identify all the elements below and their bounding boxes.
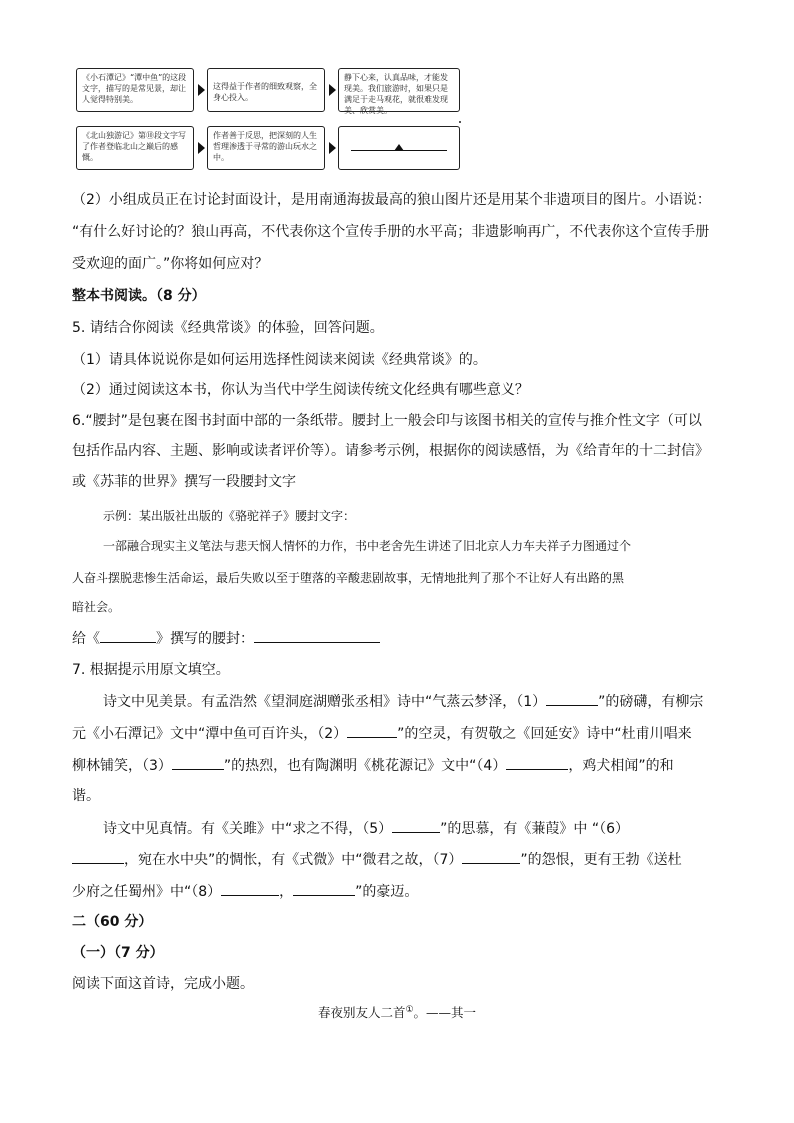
blank-5[interactable] — [392, 818, 440, 833]
q2-line-c: 受欢迎的面广。”你将如何应对？ — [72, 256, 269, 272]
q7-p2-line-b — [72, 849, 682, 870]
reading-instruction: 阅读下面这首诗，完成小题。 — [72, 976, 254, 992]
q6-line-c: 或《苏菲的世界》撰写一段腰封文字 — [72, 474, 296, 490]
dot-mark — [459, 121, 461, 123]
q2-line-b: “有什么好讨论的？狼山再高，不代表你这个宣传手册的水平高；非遗影响再广，不代表你这个宣传手册 — [72, 224, 710, 240]
q7-text: ”的思慕，有《蒹葭》中 “（6） — [440, 821, 630, 837]
section-whole-book: 整本书阅读。（8 分） — [72, 288, 206, 304]
poem-title-suffix: 。——其一 — [413, 1005, 477, 1020]
arrow-right-icon — [329, 84, 336, 96]
flow-box-3: 静下心来，认真品味，才能发现美。我们旅游时，如果只是满足于走马观花，就很难发现美、欣赏美。 — [338, 68, 460, 112]
q5-1: （1）请具体说说你是如何运用选择性阅读来阅读《经典常谈》的。 — [72, 352, 487, 368]
answer-row — [72, 628, 380, 649]
blank-2[interactable] — [347, 723, 397, 738]
blank-7[interactable] — [462, 849, 520, 864]
example-line-2: 人奋斗摆脱悲惨生活命运，最后失败以至于堕落的辛酸悲剧故事，无情地批判了那个不让好人有出路的黑 — [72, 571, 625, 585]
q7: 7. 根据提示用原文填空。 — [72, 662, 230, 678]
blank-4[interactable] — [506, 755, 568, 770]
example-line-3: 暗社会。 — [72, 600, 121, 614]
q7-text: 少府之任蜀州》中“（8） — [72, 884, 222, 900]
blank-6[interactable] — [72, 849, 124, 864]
q7-p2-line-c — [72, 881, 418, 902]
q7-text: ”的磅礴，有柳宗 — [598, 694, 704, 710]
blank-8b[interactable] — [293, 881, 355, 896]
blank-1[interactable] — [546, 691, 598, 706]
q7-text: ”的热烈，也有陶渊明《桃花源记》文中“（4） — [223, 758, 507, 774]
triangle-marker-icon — [394, 144, 404, 151]
example-title: 示例：某出版社出版的《骆驼祥子》腰封文字： — [103, 509, 356, 523]
q7-p1-line-a — [103, 691, 703, 712]
q7-text: 诗文中见美景。有孟浩然《望洞庭湖赠张丞相》诗中“气蒸云梦泽，（1） — [103, 694, 547, 710]
flow-box-2: 这得益于作者的细致观察，全身心投入。 — [207, 68, 325, 112]
section-2-heading: 二（60 分） — [72, 914, 153, 930]
q6-line-b: 包括作品内容、主题、影响或读者评价等）。请参考示例，根据你的阅读感悟，为《给青年的十二封信》 — [72, 443, 709, 459]
q7-p1-line-b — [72, 723, 692, 744]
q5: 5. 请结合你阅读《经典常谈》的体验，回答问题。 — [72, 320, 384, 336]
example-line-1: 一部融合现实主义笔法与悲天悯人情怀的力作，书中老舍先生讲述了旧北京人力车夫祥子力图通过个 — [103, 539, 632, 553]
blank-8a[interactable] — [221, 881, 279, 896]
give-label-a: 给《 — [72, 631, 100, 647]
arrow-right-icon — [198, 142, 205, 154]
q7-text: 元《小石潭记》文中“潭中鱼可百许头，（2） — [72, 726, 348, 742]
section-2-1-heading: （一）（7 分） — [72, 945, 164, 961]
q6-line-a: 6.“腰封”是包裹在图书封面中部的一条纸带。腰封上一般会印与该图书相关的宣传与推介性文字（可以 — [72, 413, 702, 429]
q5-2: （2）通过阅读这本书，你认为当代中学生阅读传统文化经典有哪些意义？ — [72, 382, 529, 398]
q7-text: ”的空灵，有贺敬之《回延安》诗中“杜甫川唱来 — [397, 726, 692, 742]
flow-box-1: 《小石潭记》“潭中鱼”的这段文字，描写的是常见景，却让人觉得特别美。 — [76, 68, 194, 112]
q7-p2-line-a — [103, 818, 629, 839]
reading-flow-diagram — [76, 68, 468, 178]
q7-p1-line-c — [72, 755, 674, 776]
q7-text: ，宛在水中央”的惆怅，有《式微》中“微君之故，（7） — [124, 852, 463, 868]
q7-text: ，鸡犬相闻”的和 — [568, 758, 674, 774]
flow-box-4: 《北山独游记》第⑩段文字写了作者登临北山之巅后的感慨。 — [76, 126, 194, 170]
give-label-b: 》撰写的腰封： — [156, 631, 254, 647]
q2-line-a: （2）小组成员正在讨论封面设计，是用南通海拔最高的狼山图片还是用某个非遗项目的图片。小语说： — [72, 192, 711, 208]
arrow-right-icon — [198, 84, 205, 96]
q7-text: 柳林铺笑，（3） — [72, 758, 172, 774]
q7-text: 诗文中见真情。有《关雎》中“求之不得，（5） — [103, 821, 393, 837]
footnote-mark: ① — [405, 1004, 414, 1015]
flow-box-5: 作者善于反思，把深刻的人生哲理渗透于寻常的游山玩水之中。 — [207, 126, 325, 170]
blank-3[interactable] — [172, 755, 224, 770]
book-title-blank[interactable] — [100, 628, 156, 643]
q7-text: ”的豪迈。 — [355, 884, 419, 900]
flow-answer-box — [338, 126, 460, 170]
poem-title — [0, 1003, 794, 1021]
arrow-right-icon — [329, 142, 336, 154]
blurb-blank[interactable] — [254, 628, 380, 643]
q7-text: ”的怨恨，更有王勃《送杜 — [520, 852, 682, 868]
q7-text: ， — [279, 884, 294, 900]
q7-p1-line-d: 谐。 — [72, 788, 100, 804]
poem-title-text: 春夜别友人二首 — [317, 1005, 406, 1020]
